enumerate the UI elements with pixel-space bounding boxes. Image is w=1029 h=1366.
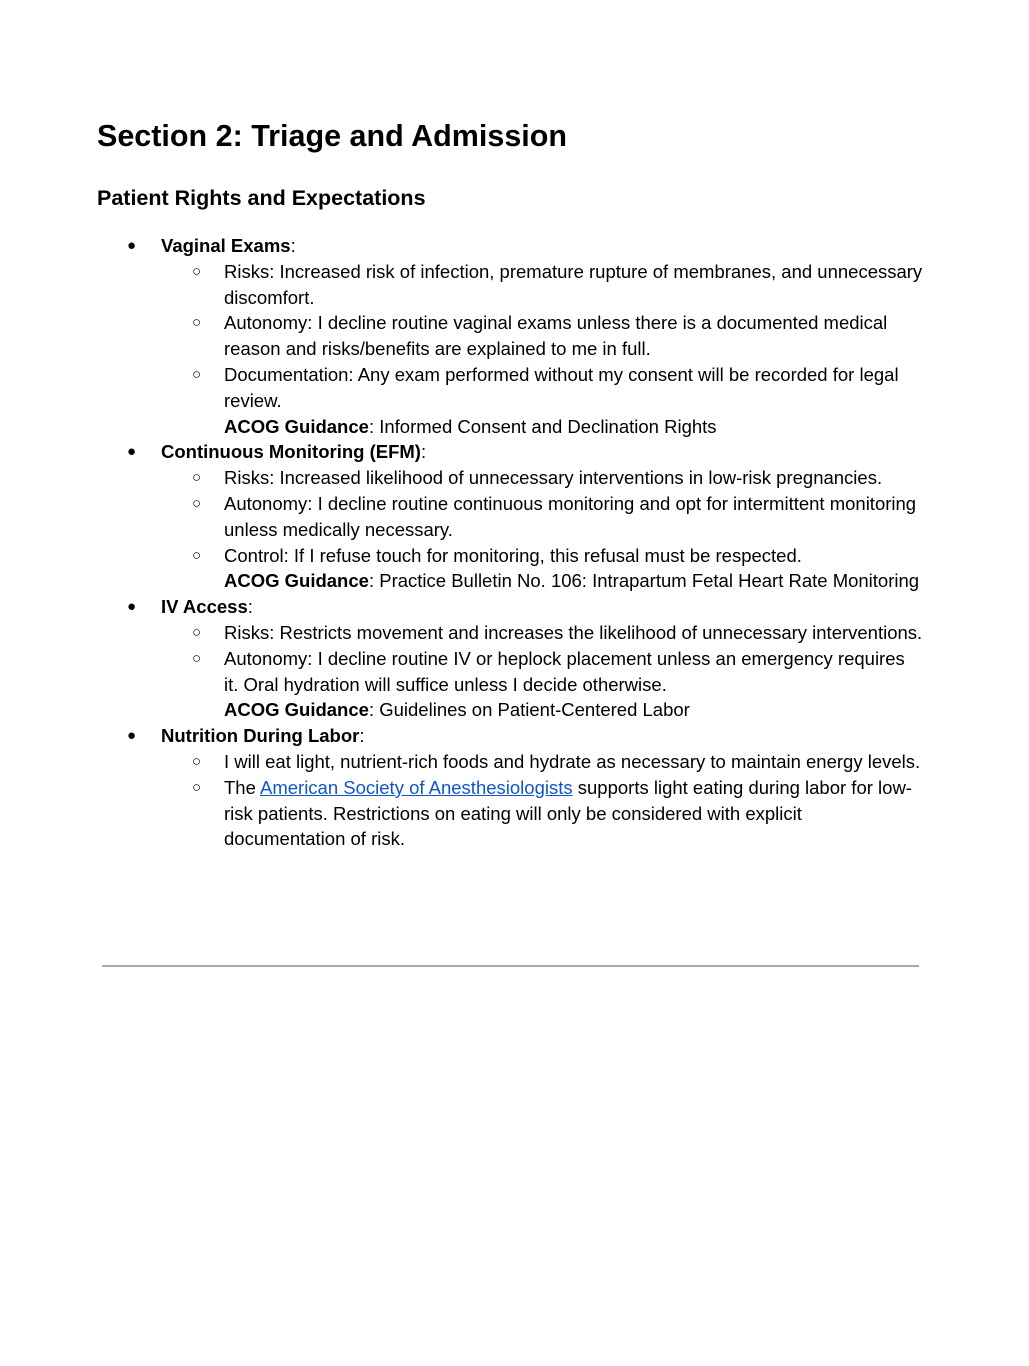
sub-item-text: Risks: Restricts movement and increases the likelihood of unnecessary interventions. [224, 621, 923, 643]
guidance-label: ACOG Guidance [224, 570, 369, 592]
guidance-text: : Practice Bulletin No. 106: Intrapartum Fetal Heart Rate Monitoring [368, 570, 920, 592]
sub-item [0, 310, 924, 362]
circle-bullet-icon: ○ [192, 469, 202, 487]
guidance-text: : Informed Consent and Declination Rights [368, 415, 717, 437]
item-colon: : [290, 235, 296, 256]
circle-bullet-icon: ○ [192, 778, 202, 796]
list-item-vaginal-exams [0, 233, 1029, 259]
circle-bullet-icon: ○ [192, 752, 202, 770]
sub-item-suffix: supports light eating during labor for low-risk patients. Restrictions on eating will only be considered with explicit documentation of risk. [224, 776, 912, 850]
sub-item [0, 646, 924, 698]
subsection-title: Patient Rights and Expectations [97, 186, 426, 210]
circle-bullet-icon: ○ [192, 262, 202, 280]
sub-item [0, 465, 924, 491]
guidance-label: ACOG Guidance [224, 415, 369, 437]
bullet-icon: ● [127, 598, 137, 616]
sub-item-text: Risks: Increased risk of infection, premature rupture of membranes, and unnecessary discomfort. [224, 260, 923, 308]
acog-guidance [0, 414, 924, 440]
sub-item-text: Autonomy: I decline routine IV or heplock placement unless an emergency requires it. Oral hydration will suffice unless I decide otherwise. [224, 647, 905, 695]
acog-guidance [0, 568, 924, 594]
sub-item-text: Autonomy: I decline routine vaginal exams unless there is a documented medical reason and risks/benefits are explained to me in full. [224, 312, 888, 360]
sub-item [0, 362, 924, 414]
item-label: IV Access [161, 596, 248, 618]
sub-item-text: Control: If I refuse touch for monitoring, this refusal must be respected. [224, 544, 802, 566]
circle-bullet-icon: ○ [192, 314, 202, 332]
acog-guidance [0, 697, 924, 723]
item-label: Vaginal Exams [161, 235, 291, 256]
circle-bullet-icon: ○ [192, 546, 202, 564]
sub-item [0, 543, 924, 569]
sub-item-prefix: The [224, 776, 260, 798]
list-item-iv-access [0, 594, 1029, 620]
horizontal-rule [102, 965, 919, 967]
guidance-label: ACOG Guidance [224, 699, 369, 721]
section-title: Section 2: Triage and Admission [97, 119, 568, 153]
sub-item-text: Autonomy: I decline routine continuous monitoring and opt for intermittent monitoring unless medically necessary. [224, 492, 917, 540]
circle-bullet-icon: ○ [192, 623, 202, 641]
sub-item [0, 620, 924, 646]
circle-bullet-icon: ○ [192, 649, 202, 667]
list-item-continuous-monitoring [0, 439, 1029, 465]
sub-item [0, 775, 924, 852]
sub-item [0, 259, 924, 311]
circle-bullet-icon: ○ [192, 365, 202, 383]
item-label: Nutrition During Labor [161, 725, 360, 747]
sub-item [0, 491, 924, 543]
rights-list [0, 233, 1029, 852]
list-item-nutrition [0, 723, 1029, 749]
sub-item-text: I will eat light, nutrient-rich foods and hydrate as necessary to maintain energy levels. [224, 750, 921, 772]
item-colon: : [420, 441, 427, 463]
circle-bullet-icon: ○ [192, 494, 202, 512]
bullet-icon: ● [127, 237, 137, 254]
sub-item-text: Documentation: Any exam performed without my consent will be recorded for legal review. [224, 363, 899, 411]
bullet-icon: ● [127, 443, 137, 461]
item-label: Continuous Monitoring (EFM) [161, 441, 421, 463]
item-colon: : [247, 596, 253, 618]
item-colon: : [359, 725, 365, 747]
sub-item-text: Risks: Increased likelihood of unnecessary interventions in low-risk pregnancies. [224, 467, 883, 489]
bullet-icon: ● [127, 727, 137, 745]
guidance-text: : Guidelines on Patient-Centered Labor [368, 699, 690, 721]
sub-item [0, 749, 924, 775]
asa-link[interactable]: American Society of Anesthesiologists [260, 776, 573, 798]
